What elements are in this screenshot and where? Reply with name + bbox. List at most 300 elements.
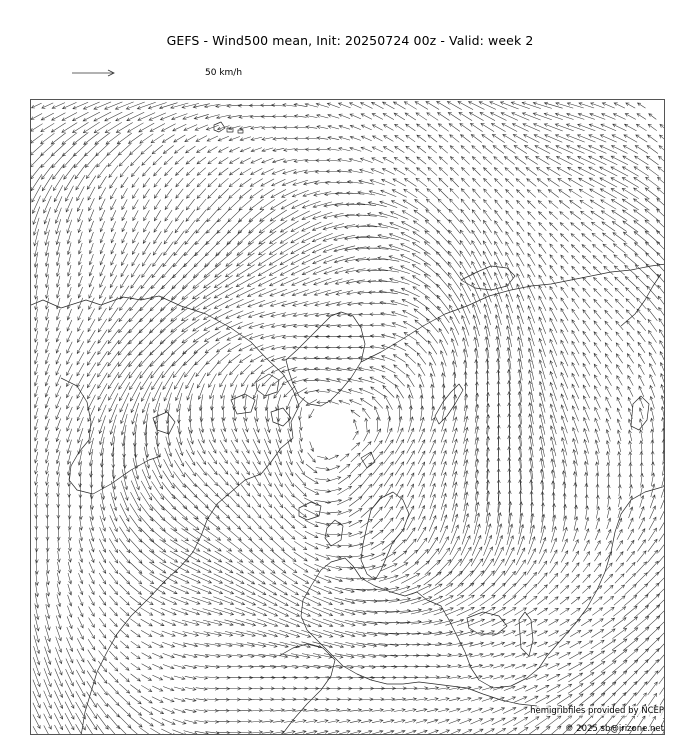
wind-vector-arrow xyxy=(67,320,72,331)
wind-vector-arrow xyxy=(119,318,131,332)
wind-vector-arrow xyxy=(186,157,195,164)
wind-vector-arrow xyxy=(259,573,276,584)
wind-vector-arrow xyxy=(123,447,126,468)
wind-vector-arrow xyxy=(325,192,343,195)
wind-vector-arrow xyxy=(537,179,548,187)
wind-vector-arrow xyxy=(182,609,200,615)
wind-vector-arrow xyxy=(450,167,458,175)
wind-vector-arrow xyxy=(203,620,222,626)
wind-vector-arrow xyxy=(298,451,304,464)
wind-vector-arrow xyxy=(325,576,343,582)
wind-vector-arrow xyxy=(89,449,93,466)
wind-vector-arrow xyxy=(122,221,127,231)
wind-vector-arrow xyxy=(594,552,600,561)
wind-vector-arrow xyxy=(550,265,557,275)
wind-vector-arrow xyxy=(328,709,340,712)
wind-vector-arrow xyxy=(605,354,611,364)
wind-vector-arrow xyxy=(497,513,502,535)
wind-vector-arrow xyxy=(494,547,504,566)
wind-vector-arrow xyxy=(99,562,106,574)
wind-vector-arrow xyxy=(570,200,582,208)
wind-vector-arrow xyxy=(427,113,438,121)
wind-vector-arrow xyxy=(173,654,185,658)
wind-vector-arrow xyxy=(390,289,409,295)
wind-vector-arrow xyxy=(185,698,196,701)
wind-vector-arrow xyxy=(78,584,83,594)
wind-vector-arrow xyxy=(522,102,541,109)
wind-vector-arrow xyxy=(525,157,537,165)
wind-vector-arrow xyxy=(161,729,175,735)
wind-vector-arrow xyxy=(110,607,118,616)
wind-vector-arrow xyxy=(164,459,174,477)
wind-vector-arrow xyxy=(88,309,94,321)
wind-vector-arrow xyxy=(517,536,524,555)
wind-vector-arrow xyxy=(284,730,295,733)
wind-vector-arrow xyxy=(78,298,83,309)
map-panel[interactable] xyxy=(30,99,665,735)
wind-vector-arrow xyxy=(602,618,614,627)
wind-vector-arrow xyxy=(339,125,350,129)
wind-vector-arrow xyxy=(121,492,129,511)
wind-vector-arrow xyxy=(640,485,644,497)
wind-vector-arrow xyxy=(170,586,188,594)
wind-vector-arrow xyxy=(291,654,310,659)
wind-vector-arrow xyxy=(372,397,383,409)
wind-vector-arrow xyxy=(591,630,603,638)
wind-vector-arrow xyxy=(192,563,212,573)
wind-vector-arrow xyxy=(56,429,61,441)
wind-vector-arrow xyxy=(485,513,490,534)
wind-vector-arrow xyxy=(68,595,72,606)
wind-vector-arrow xyxy=(382,376,395,385)
wind-vector-arrow xyxy=(372,125,382,130)
wind-vector-arrow xyxy=(252,496,260,508)
wind-vector-arrow xyxy=(77,385,84,399)
wind-vector-arrow xyxy=(640,474,643,486)
wind-vector-arrow xyxy=(285,496,295,508)
wind-vector-arrow xyxy=(484,293,492,314)
wind-vector-arrow xyxy=(349,158,362,162)
wind-vector-arrow xyxy=(56,353,61,364)
wind-vector-arrow xyxy=(171,528,189,541)
wind-vector-arrow xyxy=(636,135,647,142)
wind-vector-arrow xyxy=(511,102,530,109)
wind-vector-arrow xyxy=(392,311,408,317)
wind-vector-arrow xyxy=(427,719,438,723)
wind-vector-arrow xyxy=(472,199,480,209)
wind-vector-arrow xyxy=(500,102,518,109)
wind-vector-arrow xyxy=(493,664,504,668)
wind-vector-arrow xyxy=(618,496,621,507)
wind-vector-arrow xyxy=(56,462,60,474)
wind-vector-arrow xyxy=(646,583,659,596)
wind-vector-arrow xyxy=(383,102,395,109)
wind-vector-arrow xyxy=(304,564,319,572)
wind-vector-arrow xyxy=(460,251,471,268)
wind-vector-arrow xyxy=(197,146,207,152)
wind-vector-arrow xyxy=(65,702,74,719)
wind-vector-arrow xyxy=(640,452,643,464)
wind-vector-arrow xyxy=(416,113,427,120)
wind-vector-arrow xyxy=(153,242,162,255)
wind-vector-arrow xyxy=(89,221,94,232)
wind-vector-arrow xyxy=(528,549,536,565)
wind-vector-arrow xyxy=(68,562,71,573)
wind-vector-arrow xyxy=(208,147,218,153)
wind-vector-arrow xyxy=(416,698,428,701)
wind-vector-arrow xyxy=(427,698,438,701)
wind-vector-arrow xyxy=(389,586,410,593)
wind-vector-arrow xyxy=(337,498,352,505)
wind-vector-arrow xyxy=(492,718,505,725)
wind-vector-arrow xyxy=(143,178,150,187)
wind-vector-arrow xyxy=(202,597,222,605)
wind-vector-map[interactable] xyxy=(31,100,665,735)
reference-vector-label: 50 km/h xyxy=(205,68,243,78)
wind-vector-arrow xyxy=(79,573,83,584)
wind-vector-arrow xyxy=(42,103,53,108)
wind-vector-arrow xyxy=(197,168,206,176)
wind-vector-arrow xyxy=(657,188,665,199)
wind-vector-arrow xyxy=(132,469,140,490)
wind-vector-arrow xyxy=(34,342,38,353)
wind-vector-arrow xyxy=(372,147,383,152)
wind-vector-arrow xyxy=(258,254,276,266)
wind-vector-arrow xyxy=(35,529,38,541)
wind-vector-arrow xyxy=(417,124,427,131)
wind-vector-arrow xyxy=(33,668,40,686)
wind-vector-arrow xyxy=(42,164,54,180)
wind-vector-arrow xyxy=(274,518,284,529)
wind-vector-arrow xyxy=(236,276,255,286)
wind-vector-arrow xyxy=(339,400,350,404)
wind-vector-arrow xyxy=(44,657,51,675)
wind-vector-arrow xyxy=(314,278,332,285)
wind-vector-arrow xyxy=(396,473,404,486)
wind-vector-arrow xyxy=(361,136,371,141)
wind-vector-arrow xyxy=(208,168,217,175)
wind-vector-arrow xyxy=(196,676,208,679)
wind-vector-arrow xyxy=(46,572,49,584)
wind-vector-arrow xyxy=(596,507,599,519)
wind-vector-arrow xyxy=(649,342,656,354)
wind-vector-arrow xyxy=(593,586,602,594)
wind-vector-arrow xyxy=(196,363,207,377)
wind-vector-arrow xyxy=(226,299,244,308)
wind-vector-arrow xyxy=(56,287,60,298)
wind-vector-arrow xyxy=(251,148,262,152)
wind-vector-arrow xyxy=(186,210,195,222)
wind-vector-arrow xyxy=(539,382,545,402)
wind-vector-arrow xyxy=(161,351,176,367)
wind-vector-arrow xyxy=(528,211,536,219)
wind-vector-arrow xyxy=(185,362,197,377)
wind-vector-arrow xyxy=(484,200,492,210)
wind-vector-arrow xyxy=(31,114,42,120)
wind-vector-arrow xyxy=(141,274,152,288)
wind-vector-arrow xyxy=(607,518,611,529)
wind-vector-arrow xyxy=(550,255,557,265)
wind-vector-arrow xyxy=(229,147,239,152)
wind-vector-arrow xyxy=(181,586,200,594)
wind-vector-arrow xyxy=(628,430,631,441)
wind-vector-arrow xyxy=(143,232,150,244)
wind-vector-arrow xyxy=(615,563,623,572)
wind-vector-arrow xyxy=(100,210,105,221)
wind-vector-arrow xyxy=(45,452,49,463)
wind-vector-arrow xyxy=(219,474,229,485)
wind-vector-arrow xyxy=(594,353,601,363)
wind-vector-arrow xyxy=(141,382,151,402)
wind-vector-arrow xyxy=(56,408,61,420)
wind-vector-arrow xyxy=(615,288,624,297)
wind-vector-arrow xyxy=(109,562,118,574)
wind-vector-arrow xyxy=(230,364,240,375)
wind-vector-arrow xyxy=(152,470,162,489)
wind-vector-arrow xyxy=(302,266,321,274)
wind-vector-arrow xyxy=(109,651,117,660)
wind-vector-arrow xyxy=(604,255,614,264)
wind-vector-arrow xyxy=(68,529,71,541)
wind-vector-arrow xyxy=(361,709,373,712)
wind-vector-arrow xyxy=(281,278,299,286)
wind-vector-arrow xyxy=(506,263,514,279)
wind-vector-arrow xyxy=(126,102,144,109)
wind-vector-arrow xyxy=(561,562,568,573)
wind-vector-arrow xyxy=(176,168,184,176)
wind-vector-arrow xyxy=(450,536,459,555)
wind-vector-arrow xyxy=(110,618,118,626)
wind-vector-arrow xyxy=(34,386,38,397)
wind-vector-arrow xyxy=(334,631,355,637)
wind-vector-arrow xyxy=(295,137,306,140)
wind-vector-arrow xyxy=(417,146,426,153)
wind-vector-arrow xyxy=(572,563,579,573)
wind-vector-arrow xyxy=(35,485,38,496)
wind-vector-arrow xyxy=(99,176,107,189)
wind-vector-arrow xyxy=(613,114,625,120)
wind-vector-arrow xyxy=(79,562,83,573)
wind-vector-arrow xyxy=(474,513,480,534)
wind-vector-arrow xyxy=(361,484,372,496)
wind-vector-arrow xyxy=(111,265,117,277)
wind-vector-arrow xyxy=(550,223,558,231)
wind-vector-arrow xyxy=(503,707,516,713)
wind-vector-arrow xyxy=(252,518,262,529)
wind-vector-arrow xyxy=(544,113,563,120)
wind-vector-arrow xyxy=(428,146,437,153)
wind-vector-arrow xyxy=(207,709,218,712)
wind-vector-arrow xyxy=(129,562,142,574)
wind-vector-arrow xyxy=(109,404,117,423)
wind-vector-arrow xyxy=(77,341,84,353)
wind-vector-arrow xyxy=(185,135,196,141)
wind-vector-arrow xyxy=(67,309,71,320)
wind-vector-arrow xyxy=(438,708,449,712)
wind-vector-arrow xyxy=(406,146,415,153)
wind-vector-arrow xyxy=(78,606,83,617)
wind-vector-arrow xyxy=(425,285,441,299)
wind-vector-arrow xyxy=(570,630,581,636)
wind-vector-arrow xyxy=(428,135,437,142)
wind-vector-arrow xyxy=(140,596,153,604)
wind-vector-arrow xyxy=(251,731,263,734)
wind-vector-arrow xyxy=(67,374,73,386)
wind-vector-arrow xyxy=(68,584,72,595)
wind-vector-arrow xyxy=(152,664,162,669)
wind-vector-arrow xyxy=(131,652,140,659)
wind-vector-arrow xyxy=(334,620,355,627)
wind-vector-arrow xyxy=(119,561,130,573)
wind-vector-arrow xyxy=(428,157,437,165)
wind-vector-arrow xyxy=(548,190,558,198)
wind-vector-arrow xyxy=(185,687,196,690)
wind-vector-arrow xyxy=(302,255,321,264)
wind-vector-arrow xyxy=(506,315,512,336)
wind-vector-arrow xyxy=(120,619,129,627)
wind-vector-arrow xyxy=(627,321,635,330)
wind-vector-arrow xyxy=(659,671,665,684)
wind-vector-arrow xyxy=(617,408,622,419)
coast-taymyr xyxy=(461,266,515,290)
wind-vector-arrow xyxy=(471,547,482,566)
wind-vector-arrow xyxy=(154,167,162,176)
wind-vector-arrow xyxy=(115,102,133,110)
wind-vector-arrow xyxy=(602,103,614,108)
wind-vector-arrow xyxy=(295,485,307,497)
wind-vector-arrow xyxy=(528,338,534,358)
wind-vector-arrow xyxy=(235,608,255,616)
wind-vector-arrow xyxy=(504,653,515,657)
wind-vector-arrow xyxy=(492,619,506,626)
wind-vector-arrow xyxy=(324,256,344,263)
wind-vector-arrow xyxy=(605,299,613,307)
wind-vector-arrow xyxy=(118,715,131,728)
wind-vector-arrow xyxy=(566,124,584,131)
wind-vector-arrow xyxy=(141,619,153,626)
wind-vector-arrow xyxy=(269,254,288,265)
wind-vector-arrow xyxy=(262,148,273,152)
wind-vector-arrow xyxy=(539,403,545,423)
wind-vector-arrow xyxy=(99,426,105,444)
wind-vector-arrow xyxy=(384,125,394,131)
wind-vector-arrow xyxy=(414,298,430,309)
wind-vector-arrow xyxy=(67,385,73,397)
wind-vector-arrow xyxy=(206,125,218,130)
wind-vector-arrow xyxy=(193,275,210,289)
wind-vector-arrow xyxy=(357,202,376,206)
wind-vector-arrow xyxy=(626,562,635,572)
wind-vector-arrow xyxy=(475,360,478,380)
wind-vector-arrow xyxy=(483,231,491,245)
wind-vector-arrow xyxy=(482,686,493,690)
wind-vector-arrow xyxy=(57,485,60,497)
wind-vector-arrow xyxy=(396,484,403,497)
wind-vector-arrow xyxy=(225,573,244,583)
wind-vector-arrow xyxy=(550,308,557,322)
wind-vector-arrow xyxy=(45,275,48,287)
wind-vector-arrow xyxy=(229,709,240,712)
wind-vector-arrow xyxy=(251,365,262,374)
wind-vector-arrow xyxy=(614,255,625,264)
wind-vector-arrow xyxy=(606,386,612,397)
wind-vector-arrow xyxy=(83,112,100,121)
wind-vector-arrow xyxy=(247,265,265,276)
wind-vector-arrow xyxy=(646,167,659,177)
wind-vector-arrow xyxy=(86,713,97,730)
wind-vector-arrow xyxy=(99,607,106,616)
wind-vector-arrow xyxy=(282,190,298,198)
wind-vector-arrow xyxy=(517,326,523,346)
wind-vector-arrow xyxy=(638,103,646,108)
wind-vector-arrow xyxy=(163,676,174,680)
wind-vector-arrow xyxy=(450,316,459,334)
wind-vector-arrow xyxy=(174,665,186,669)
wind-vector-arrow xyxy=(131,674,141,681)
wind-vector-arrow xyxy=(306,720,317,723)
wind-vector-arrow xyxy=(110,188,116,199)
wind-vector-arrow xyxy=(595,407,601,419)
wind-vector-arrow xyxy=(637,551,646,562)
wind-vector-arrow xyxy=(650,364,656,376)
wind-vector-arrow xyxy=(193,620,211,626)
wind-vector-arrow xyxy=(552,492,555,510)
wind-vector-arrow xyxy=(593,267,601,275)
wind-vector-arrow xyxy=(175,146,185,153)
wind-vector-arrow xyxy=(215,551,233,562)
wind-vector-arrow xyxy=(193,320,211,331)
wind-vector-arrow xyxy=(350,125,361,130)
wind-vector-arrow xyxy=(203,287,221,299)
wind-vector-arrow xyxy=(67,342,73,353)
wind-vector-arrow xyxy=(539,425,545,445)
wind-vector-arrow xyxy=(367,269,388,272)
wind-vector-arrow xyxy=(295,115,307,118)
wind-vector-arrow xyxy=(635,265,647,277)
wind-vector-arrow xyxy=(98,672,107,684)
wind-vector-arrow xyxy=(636,562,646,573)
wind-vector-arrow xyxy=(120,393,129,412)
wind-vector-arrow xyxy=(426,102,439,110)
wind-vector-arrow xyxy=(457,595,475,606)
wind-vector-arrow xyxy=(583,563,590,572)
wind-vector-arrow xyxy=(449,124,460,132)
wind-vector-arrow xyxy=(461,305,470,325)
wind-vector-arrow xyxy=(539,212,547,220)
wind-vector-arrow xyxy=(449,294,460,313)
wind-vector-arrow xyxy=(68,495,71,508)
wind-vector-arrow xyxy=(483,262,492,280)
wind-vector-arrow xyxy=(237,300,255,308)
wind-vector-arrow xyxy=(142,664,152,670)
wind-vector-arrow xyxy=(253,451,260,465)
wind-vector-arrow xyxy=(589,167,606,176)
wind-vector-arrow xyxy=(217,731,230,734)
wind-vector-arrow xyxy=(490,102,508,110)
wind-vector-arrow xyxy=(235,596,255,605)
wind-vector-arrow xyxy=(151,707,163,713)
wind-vector-arrow xyxy=(472,535,481,555)
wind-vector-arrow xyxy=(353,420,357,430)
wind-vector-arrow xyxy=(78,220,83,232)
wind-vector-arrow xyxy=(283,159,295,163)
wind-vector-arrow xyxy=(506,232,513,244)
wind-vector-arrow xyxy=(269,642,289,647)
wind-vector-arrow xyxy=(328,730,339,734)
wind-vector-arrow xyxy=(230,474,239,485)
wind-vector-arrow xyxy=(506,189,514,197)
wind-vector-arrow xyxy=(566,135,584,143)
